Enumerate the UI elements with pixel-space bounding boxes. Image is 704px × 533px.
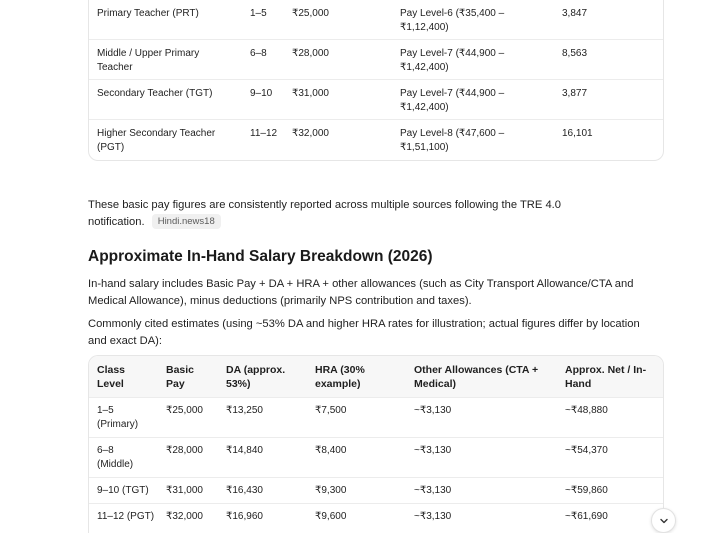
classes-cell: 9–10: [250, 88, 273, 99]
pay-level-table: [88, 0, 664, 161]
net-cell: ~₹59,860: [565, 485, 608, 496]
chevron-down-icon: [658, 515, 670, 527]
estimate-paragraph: Commonly cited estimates (using ~53% DA and higher HRA rates for illustration; actual figures differ by location and exact DA):: [88, 318, 640, 347]
table-row: [89, 120, 663, 161]
source-link[interactable]: Hindi.news18: [152, 214, 221, 229]
column-header-level: Class Level: [97, 364, 126, 390]
vacancies-cell: 8,563: [562, 48, 588, 59]
other-cell: ~₹3,130: [414, 511, 452, 522]
hra-cell: ₹9,300: [315, 485, 347, 496]
classes-cell: 6–8: [250, 48, 267, 59]
level-cell: 6–8 (Middle): [97, 445, 134, 470]
vacancies-cell: 3,877: [562, 88, 588, 99]
net-cell: ~₹61,690: [565, 511, 608, 522]
table-row: [89, 504, 663, 533]
other-cell: ~₹3,130: [414, 485, 452, 496]
column-header-basic: Basic Pay: [166, 364, 195, 390]
pay-level-cell: Pay Level-7 (₹44,900 – ₹1,42,400): [400, 88, 505, 113]
pay-level-cell: Pay Level-7 (₹44,900 – ₹1,42,400): [400, 48, 505, 73]
pay-level-cell: Pay Level-6 (₹35,400 – ₹1,12,400): [400, 8, 505, 33]
basic-pay-cell: ₹31,000: [292, 88, 329, 99]
net-cell: ~₹54,370: [565, 445, 608, 456]
classes-cell: 1–5: [250, 8, 267, 19]
note-paragraph: [88, 197, 598, 231]
basic-cell: ₹32,000: [166, 511, 203, 522]
da-cell: ₹13,250: [226, 405, 263, 416]
post-cell: Higher Secondary Teacher (PGT): [97, 128, 216, 153]
table-row: [89, 398, 663, 438]
table-row: [89, 0, 663, 40]
basic-pay-cell: ₹25,000: [292, 8, 329, 19]
basic-cell: ₹28,000: [166, 445, 203, 456]
hra-cell: ₹8,400: [315, 445, 347, 456]
net-cell: ~₹48,880: [565, 405, 608, 416]
column-header-hra: HRA (30% example): [315, 364, 365, 390]
pay-level-cell: Pay Level-8 (₹47,600 – ₹1,51,100): [400, 128, 505, 153]
section-heading: Approximate In-Hand Salary Breakdown (2026): [88, 248, 433, 265]
column-header-other: Other Allowances (CTA + Medical): [414, 364, 539, 390]
da-cell: ₹16,960: [226, 511, 263, 522]
column-header-da: DA (approx. 53%): [226, 364, 286, 390]
post-cell: Secondary Teacher (TGT): [97, 88, 213, 99]
hra-cell: ₹7,500: [315, 405, 347, 416]
level-cell: 11–12 (PGT): [97, 511, 155, 522]
level-cell: 9–10 (TGT): [97, 485, 149, 496]
column-header-net: Approx. Net / In-Hand: [565, 364, 647, 390]
table-header-row: [89, 356, 663, 398]
table-row: [89, 438, 663, 478]
salary-breakdown-table: [88, 355, 664, 533]
table-row: [89, 40, 663, 80]
vacancies-cell: 16,101: [562, 128, 593, 139]
vacancies-cell: 3,847: [562, 8, 588, 19]
intro-paragraph: In-hand salary includes Basic Pay + DA + HRA + other allowances (such as City Transport Allowance/CTA and Medical Allowance), minus deductions (primarily NPS contribution and taxes).: [88, 278, 634, 307]
basic-pay-cell: ₹32,000: [292, 128, 329, 139]
da-cell: ₹14,840: [226, 445, 263, 456]
table-row: [89, 478, 663, 504]
level-cell: 1–5 (Primary): [97, 405, 139, 430]
other-cell: ~₹3,130: [414, 405, 452, 416]
basic-cell: ₹31,000: [166, 485, 203, 496]
post-cell: Middle / Upper Primary Teacher: [97, 48, 200, 73]
classes-cell: 11–12: [250, 128, 278, 139]
table-row: [89, 80, 663, 120]
hra-cell: ₹9,600: [315, 511, 347, 522]
post-cell: Primary Teacher (PRT): [97, 8, 199, 19]
basic-cell: ₹25,000: [166, 405, 203, 416]
scroll-down-button[interactable]: [651, 508, 676, 533]
other-cell: ~₹3,130: [414, 445, 452, 456]
note-text: These basic pay figures are consistently reported across multiple sources following the TRE 4.0 notification.: [88, 199, 562, 228]
da-cell: ₹16,430: [226, 485, 263, 496]
basic-pay-cell: ₹28,000: [292, 48, 329, 59]
